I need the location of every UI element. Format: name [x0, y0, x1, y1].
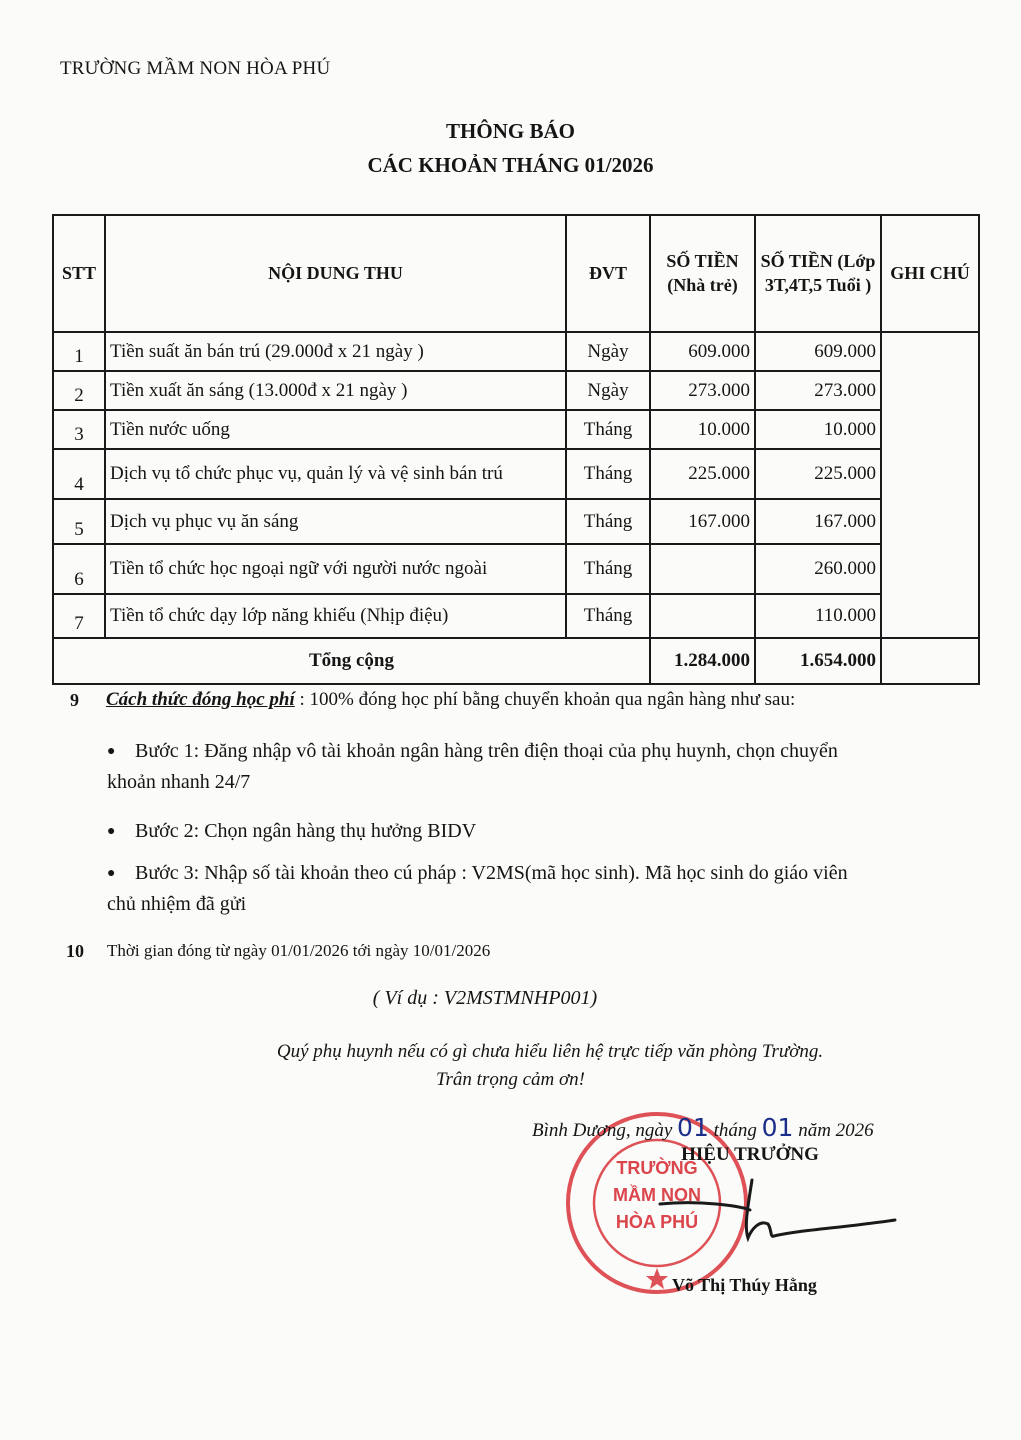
row-amount-nursery: 167.000 — [650, 499, 755, 544]
row-stt: 3 — [53, 410, 105, 449]
payment-step — [107, 816, 877, 847]
row-amount-nursery: 273.000 — [650, 371, 755, 410]
row-stt: 6 — [53, 544, 105, 594]
payment-step-text: Bước 3: Nhập số tài khoản theo cú pháp : V2MS(mã học sinh). Mã học sinh do giáo viên chủ nhiệm đã gửi — [107, 862, 848, 915]
payment-method-label: Cách thức đóng học phí — [106, 689, 295, 710]
row-content: Dịch vụ phục vụ ăn sáng — [105, 499, 566, 544]
note-cell — [881, 332, 979, 638]
row-stt: 2 — [53, 371, 105, 410]
row-unit: Ngày — [566, 371, 650, 410]
row-amount-kinder: 609.000 — [755, 332, 881, 371]
date-year: năm 2026 — [798, 1120, 874, 1141]
handwritten-signature-icon — [640, 1176, 900, 1266]
row-amount-kinder: 260.000 — [755, 544, 881, 594]
bullet-icon: ● — [107, 744, 116, 759]
row-amount-kinder: 225.000 — [755, 449, 881, 499]
table-row — [53, 449, 979, 499]
row-unit: Ngày — [566, 332, 650, 371]
payment-method — [106, 689, 795, 711]
account-example: ( Ví dụ : V2MSTMNHP001) — [372, 987, 598, 1009]
row-unit: Tháng — [566, 499, 650, 544]
header-content: NỘI DUNG THU — [105, 215, 566, 332]
signer-title: HIỆU TRƯỞNG — [681, 1144, 819, 1165]
date-place: Bình Dương, ngày — [532, 1120, 673, 1141]
contact-note: Quý phụ huynh nếu có gì chưa hiểu liên hệ trực tiếp văn phòng Trường. — [276, 1041, 824, 1062]
payment-step — [107, 736, 877, 797]
table-header-row — [53, 215, 979, 332]
table-row — [53, 499, 979, 544]
row-stt: 5 — [53, 499, 105, 544]
row-content: Tiền tổ chức học ngoại ngữ với người nước ngoài — [105, 544, 566, 594]
total-nursery: 1.284.000 — [650, 638, 755, 684]
signer-name: Võ Thị Thúy Hằng — [672, 1275, 817, 1295]
bullet-icon: ● — [107, 824, 116, 839]
row-amount-nursery — [650, 544, 755, 594]
signing-date — [532, 1113, 874, 1142]
table-row — [53, 410, 979, 449]
row-amount-kinder: 167.000 — [755, 499, 881, 544]
header-amount-nursery: SỐ TIỀN (Nhà trẻ) — [650, 215, 755, 332]
stamp-line-1: TRƯỜNG — [616, 1158, 698, 1178]
total-label: Tổng cộng — [53, 638, 650, 684]
row-amount-kinder: 110.000 — [755, 594, 881, 638]
row-amount-kinder: 10.000 — [755, 410, 881, 449]
stamp-line-3: HÒA PHÚ — [615, 1212, 699, 1232]
row-stt: 1 — [53, 332, 105, 371]
stamp-line-2: MẦM NON — [613, 1185, 701, 1205]
row-content: Tiền nước uống — [105, 410, 566, 449]
row-amount-nursery — [650, 594, 755, 638]
total-note — [881, 638, 979, 684]
fees-table — [52, 214, 980, 685]
row-amount-nursery: 10.000 — [650, 410, 755, 449]
header-amount-kinder: SỐ TIỀN (Lớp 3T,4T,5 Tuổi ) — [755, 215, 881, 332]
row-stt: 4 — [53, 449, 105, 499]
row-unit: Tháng — [566, 544, 650, 594]
row-unit: Tháng — [566, 594, 650, 638]
payment-deadline: Thời gian đóng từ ngày 01/01/2026 tới ngày 10/01/2026 — [107, 941, 491, 960]
row-stt: 7 — [53, 594, 105, 638]
date-day: 01 — [677, 1113, 709, 1142]
row-amount-nursery: 225.000 — [650, 449, 755, 499]
row-unit: Tháng — [566, 410, 650, 449]
row-content: Tiền xuất ăn sáng (13.000đ x 21 ngày ) — [105, 371, 566, 410]
row-content: Tiền tổ chức dạy lớp năng khiếu (Nhịp điệu) — [105, 594, 566, 638]
section-number-10: 10 — [66, 941, 84, 961]
school-name: TRƯỜNG MẦM NON HÒA PHÚ — [60, 58, 331, 79]
payment-step-text: Bước 1: Đăng nhập vô tài khoản ngân hàng trên điện thoại của phụ huynh, chọn chuyển khoản nhanh 24/7 — [107, 740, 838, 793]
total-row — [53, 638, 979, 684]
table-row — [53, 332, 979, 371]
date-month-label: tháng — [713, 1120, 757, 1141]
thanks-note: Trân trọng cảm ơn! — [436, 1069, 585, 1090]
row-amount-nursery: 609.000 — [650, 332, 755, 371]
date-month: 01 — [761, 1113, 794, 1142]
payment-method-text: : 100% đóng học phí bằng chuyển khoản qua ngân hàng như sau: — [294, 689, 796, 710]
bullet-icon: ● — [107, 866, 116, 881]
total-kinder: 1.654.000 — [755, 638, 881, 684]
header-note: GHI CHÚ — [881, 215, 979, 332]
star-icon — [646, 1268, 668, 1289]
payment-step-text: Bước 2: Chọn ngân hàng thụ hưởng BIDV — [135, 820, 477, 842]
header-unit: ĐVT — [566, 215, 650, 332]
row-content: Dịch vụ tổ chức phục vụ, quản lý và vệ sinh bán trú — [105, 449, 566, 499]
row-unit: Tháng — [566, 449, 650, 499]
row-amount-kinder: 273.000 — [755, 371, 881, 410]
payment-step — [107, 858, 877, 919]
table-row — [53, 594, 979, 638]
table-row — [53, 544, 979, 594]
header-stt: STT — [53, 215, 105, 332]
section-number-9: 9 — [70, 690, 79, 710]
notice-subtitle: CÁC KHOẢN THÁNG 01/2026 — [367, 153, 654, 177]
row-content: Tiền suất ăn bán trú (29.000đ x 21 ngày ) — [105, 332, 566, 371]
notice-title: THÔNG BÁO — [446, 119, 575, 143]
table-row — [53, 371, 979, 410]
